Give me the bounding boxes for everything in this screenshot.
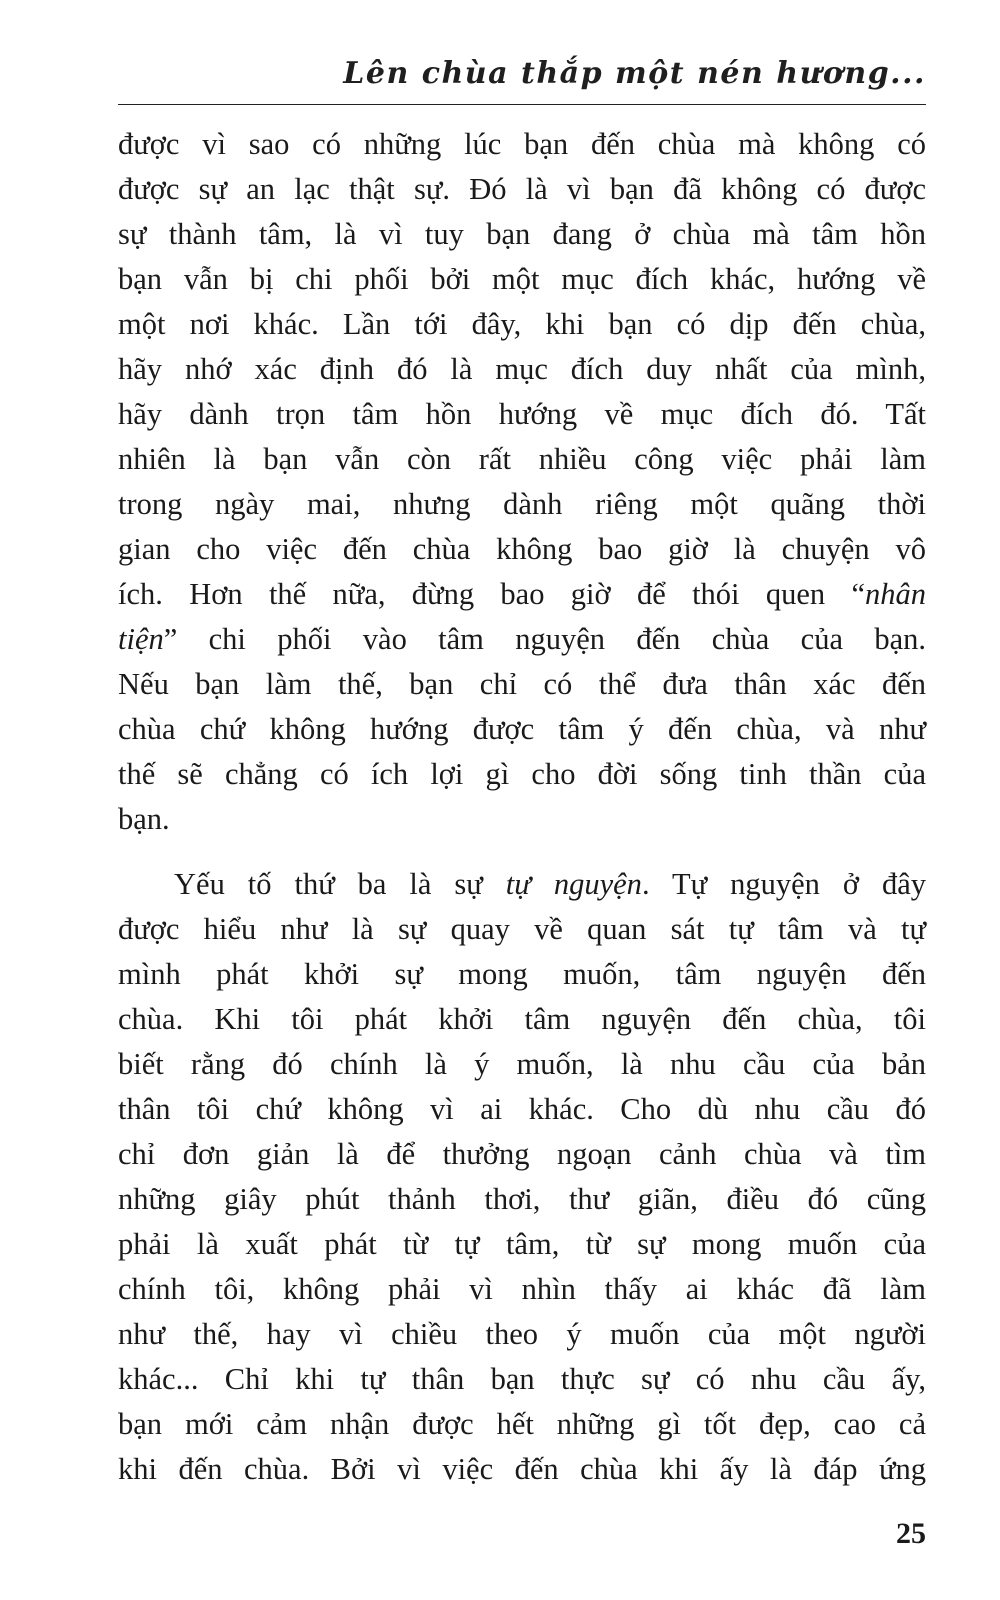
text-line: như thế, hay vì chiều theo ý muốn của một người: [118, 1317, 926, 1351]
paragraph-1: [118, 122, 926, 842]
text-line: hãy dành trọn tâm hồn hướng về mục đích đó. Tất: [118, 397, 926, 431]
text-line: biết rằng đó chính là ý muốn, là nhu cầu của bản: [118, 1047, 926, 1081]
text-line: được vì sao có những lúc bạn đến chùa mà không có: [118, 127, 926, 161]
body-text: [118, 122, 926, 1492]
page-number: 25: [896, 1517, 926, 1550]
text-line: trong ngày mai, nhưng dành riêng một quãng thời: [118, 487, 926, 521]
text-line: khác... Chỉ khi tự thân bạn thực sự có nhu cầu ấy,: [118, 1362, 926, 1396]
italic-term: tiện: [118, 622, 164, 656]
text-line: [118, 862, 926, 907]
text-line: gian cho việc đến chùa không bao giờ là chuyện vô: [118, 532, 926, 566]
text-line: chỉ đơn giản là để thưởng ngoạn cảnh chùa và tìm: [118, 1137, 926, 1171]
text-line: bạn.: [118, 802, 170, 836]
text-line: sự thành tâm, là vì tuy bạn đang ở chùa mà tâm hồn: [118, 217, 926, 251]
text-line: chính tôi, không phải vì nhìn thấy ai khác đã làm: [118, 1272, 926, 1306]
text-line: mình phát khởi sự mong muốn, tâm nguyện đến: [118, 957, 926, 991]
text-line: được hiểu như là sự quay về quan sát tự tâm và tự: [118, 912, 926, 946]
text-line: Nếu bạn làm thế, bạn chỉ có thể đưa thân xác đến: [118, 667, 926, 701]
text-run: . Tự nguyện ở đây: [641, 867, 926, 901]
text-line: khi đến chùa. Bởi vì việc đến chùa khi ấy là đáp ứng: [118, 1452, 926, 1486]
text-line: bạn vẫn bị chi phối bởi một mục đích khác, hướng về: [118, 262, 926, 296]
text-run: Yếu tố thứ ba là sự: [174, 867, 506, 901]
italic-term: nhân: [865, 577, 926, 611]
text-run: ” chi phối vào tâm nguyện đến chùa của bạn.: [163, 622, 926, 656]
text-run: ích. Hơn thế nữa, đừng bao giờ để thói quen “: [118, 577, 865, 611]
text-line: chùa. Khi tôi phát khởi tâm nguyện đến chùa, tôi: [118, 1002, 926, 1036]
text-line: hãy nhớ xác định đó là mục đích duy nhất của mình,: [118, 352, 926, 386]
text-line: nhiên là bạn vẫn còn rất nhiều công việc phải làm: [118, 442, 926, 476]
text-line: [118, 572, 926, 617]
text-line: bạn mới cảm nhận được hết những gì tốt đẹp, cao cả: [118, 1407, 926, 1441]
text-line: một nơi khác. Lần tới đây, khi bạn có dịp đến chùa,: [118, 307, 926, 341]
running-title: Lên chùa thắp một nén hương...: [343, 56, 926, 91]
italic-term: tự nguyện: [505, 867, 642, 901]
text-line: thế sẽ chẳng có ích lợi gì cho đời sống tinh thần của: [118, 757, 926, 791]
text-line: [118, 617, 926, 662]
text-line: phải là xuất phát từ tự tâm, từ sự mong muốn của: [118, 1227, 926, 1261]
text-line: được sự an lạc thật sự. Đó là vì bạn đã không có được: [118, 172, 926, 206]
running-header: [118, 52, 926, 105]
text-line: những giây phút thảnh thơi, thư giãn, điều đó cũng: [118, 1182, 926, 1216]
text-line: chùa chứ không hướng được tâm ý đến chùa, và như: [118, 712, 926, 746]
text-line: thân tôi chứ không vì ai khác. Cho dù nhu cầu đó: [118, 1092, 926, 1126]
paragraph-gap: [118, 842, 926, 862]
paragraph-2: [118, 862, 926, 1492]
